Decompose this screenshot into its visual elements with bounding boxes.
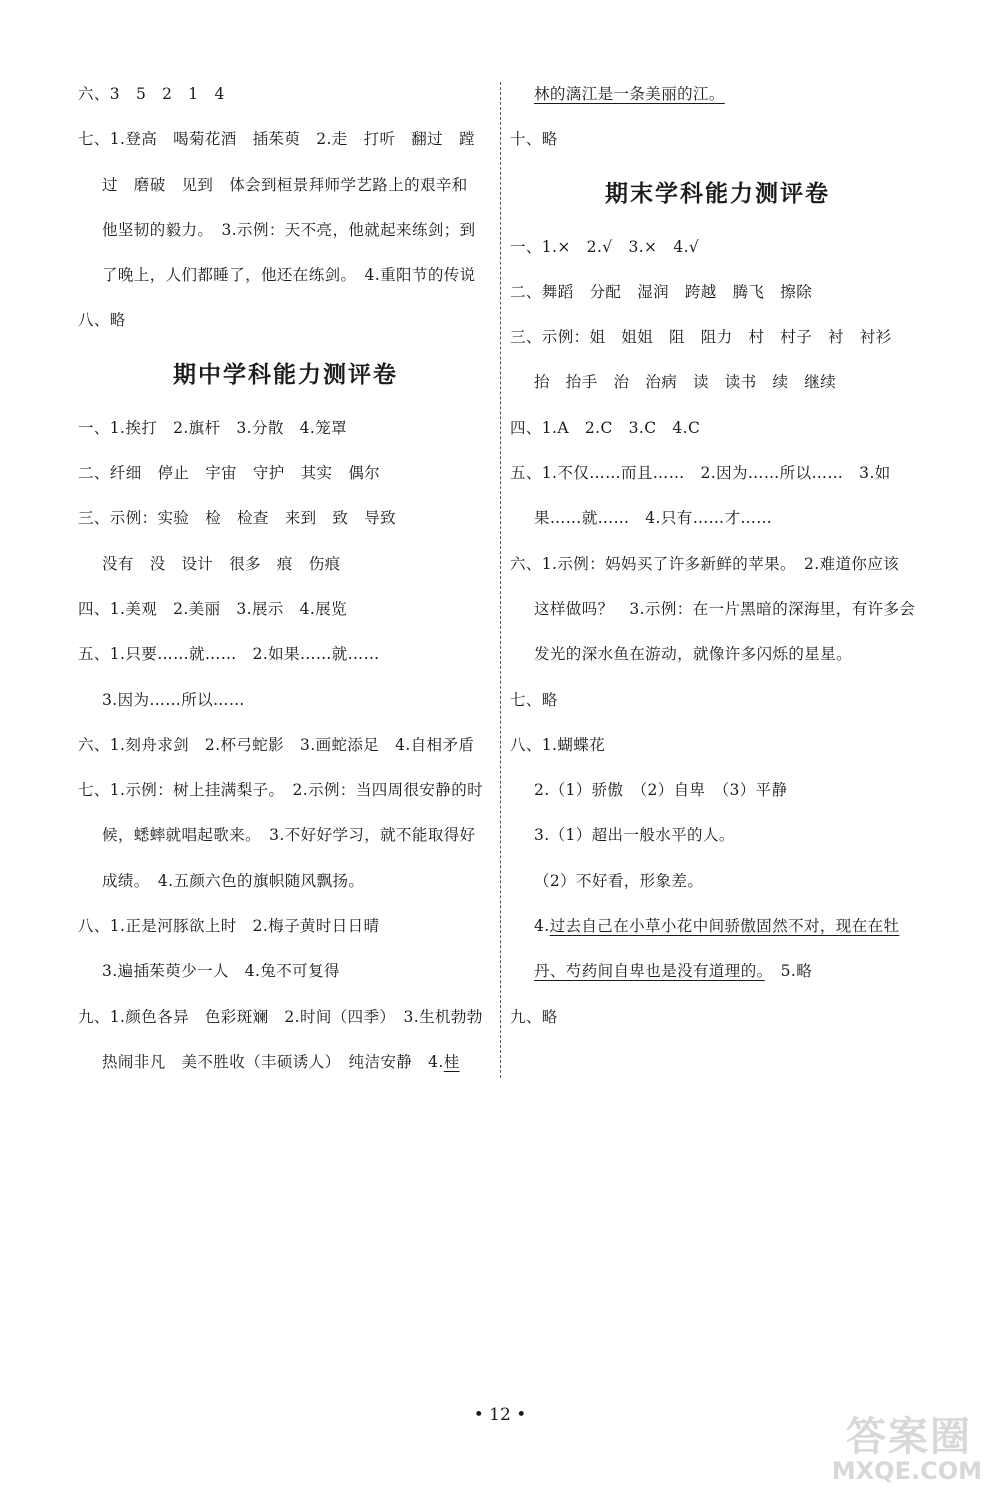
answer-text: 这样做吗？ 3.示例：在一片黑暗的深海里，有许多会	[534, 599, 916, 618]
answer-text: 抬 抬手 治 治病 读 读书 续 继续	[534, 373, 837, 392]
answer-text: 二、纤细 停止 宇宙 守护 其实 偶尔	[78, 464, 381, 483]
answer-text: 一、1.挨打 2.旗杆 3.分散 4.笼罩	[78, 418, 348, 437]
answer-text: 果……就…… 4.只有……才……	[534, 509, 773, 528]
answer-line	[510, 315, 925, 360]
answer-text: 了晚上，人们都睡了，他还在练剑。 4.重阳节的传说	[102, 266, 476, 285]
answer-text: 三、示例：姐 姐姐 阻 阻力 村 村子 衬 衬衫	[510, 328, 892, 347]
answer-line	[510, 117, 925, 162]
answer-line	[510, 360, 925, 405]
answer-text: 八、1.正是河豚欲上时 2.梅子黄时日日晴	[78, 917, 380, 936]
watermark-url: MXQE.COM	[831, 1457, 982, 1485]
answer-line	[78, 768, 493, 813]
answer-line	[78, 117, 493, 162]
watermark	[797, 1405, 982, 1485]
answer-text: 八、1.蝴蝶花	[510, 735, 606, 754]
answer-line	[78, 995, 493, 1040]
answer-line	[510, 587, 925, 632]
answer-text: 十、略	[510, 130, 558, 149]
answer-text: 四、1.A 2.C 3.C 4.C	[510, 418, 701, 437]
answer-line	[510, 270, 925, 315]
answer-line	[78, 723, 493, 768]
answer-text: 林的漓江是一条美丽的江。	[534, 85, 725, 103]
answer-text: 4.	[534, 917, 550, 936]
answer-line	[510, 813, 925, 858]
answer-line	[510, 768, 925, 813]
answer-line	[78, 298, 493, 343]
answer-line	[510, 904, 925, 949]
underlined-answer-text: 桂	[443, 1052, 460, 1071]
answer-text: 一、1.× 2.√ 3.× 4.√	[510, 237, 700, 256]
underlined-answer-text: 过去自己在小草小花中间骄傲固然不对，现在在牡	[549, 917, 900, 936]
answer-text: 他坚韧的毅力。 3.示例：天不亮，他就起来练剑；到	[102, 220, 476, 239]
answer-text: 热闹非凡 美不胜收（丰硕诱人） 纯洁安静 4.	[102, 1052, 444, 1071]
answer-text: 七、1.示例：树上挂满梨子。 2.示例：当四周很安静的时	[78, 781, 484, 800]
answer-text: 发光的深水鱼在游动，就像许多闪烁的星星。	[534, 645, 853, 664]
answer-text: 七、1.登高 喝菊花酒 插茱萸 2.走 打听 翻过 蹚	[78, 130, 475, 149]
section-heading: 期中学科能力测评卷	[173, 361, 398, 388]
answer-text: 五、1.只要……就…… 2.如果……就……	[78, 645, 380, 664]
answer-line	[510, 225, 925, 270]
answer-line	[510, 859, 925, 904]
answer-text: 二、舞蹈 分配 湿润 跨越 腾飞 擦除	[510, 282, 813, 301]
answer-line	[78, 208, 493, 253]
answer-line	[78, 587, 493, 632]
right-column	[510, 72, 925, 1040]
answer-line	[510, 451, 925, 496]
answer-text-suffix: 5.略	[764, 962, 813, 981]
answer-text: 五、1.不仅……而且…… 2.因为……所以…… 3.如	[510, 464, 891, 483]
answer-text: 过 磨破 见到 体会到桓景拜师学艺路上的艰辛和	[102, 175, 468, 194]
answer-text: 3.因为……所以……	[102, 690, 245, 709]
answer-text: 六、1.示例：妈妈买了许多新鲜的苹果。 2.难道你应该	[510, 554, 900, 573]
answer-line	[510, 406, 925, 451]
answer-text: 九、1.颜色各异 色彩斑斓 2.时间（四季） 3.生机勃勃	[78, 1007, 483, 1026]
answer-line	[510, 496, 925, 541]
left-column	[78, 72, 493, 1085]
section-heading: 期末学科能力测评卷	[605, 180, 830, 207]
answer-text: 候，蟋蟀就唱起歌来。 3.不好好学习，就不能取得好	[102, 826, 476, 845]
answer-line	[78, 904, 493, 949]
answer-line	[78, 163, 493, 208]
answer-text: 九、略	[510, 1007, 558, 1026]
answer-text: 六、1.刻舟求剑 2.杯弓蛇影 3.画蛇添足 4.自相矛盾	[78, 735, 475, 754]
answer-text: 七、略	[510, 690, 558, 709]
answer-line	[78, 72, 493, 117]
answer-line	[78, 949, 493, 994]
answer-line	[78, 678, 493, 723]
answer-text: 八、略	[78, 311, 126, 330]
answer-line	[510, 542, 925, 587]
answer-text: 3.（1）超出一般水平的人。	[534, 826, 735, 845]
answer-line	[78, 451, 493, 496]
answer-line	[78, 542, 493, 587]
answer-text: 四、1.美观 2.美丽 3.展示 4.展览	[78, 599, 348, 618]
answer-text: 没有 没 设计 很多 痕 伤痕	[102, 554, 341, 573]
answer-line	[510, 949, 925, 994]
answer-line	[78, 813, 493, 858]
answer-line	[78, 1040, 493, 1085]
watermark-logo: 答案圈	[846, 1414, 972, 1460]
answer-line	[78, 253, 493, 298]
answer-text: 2.（1）骄傲 （2）自卑 （3）平静	[534, 781, 788, 800]
answer-line	[78, 406, 493, 451]
answer-line	[78, 496, 493, 541]
column-divider	[500, 82, 501, 1078]
answer-line	[510, 632, 925, 677]
answer-text: （2）不好看，形象差。	[534, 871, 704, 890]
answer-line	[510, 678, 925, 723]
answer-text: 三、示例：实验 检 检查 来到 致 导致	[78, 509, 397, 528]
answer-line	[510, 72, 925, 117]
answer-line	[78, 859, 493, 904]
answer-line	[510, 995, 925, 1040]
answer-text: 六、3 5 2 1 4	[78, 85, 225, 103]
page-number: • 12 •	[473, 1405, 527, 1425]
answer-text: 丹、芍药间自卑也是没有道理的。	[534, 962, 765, 981]
answer-line	[510, 723, 925, 768]
answer-line	[78, 632, 493, 677]
answer-text: 3.遍插茱萸少一人 4.兔不可复得	[102, 962, 340, 981]
answer-text: 成绩。 4.五颜六色的旗帜随风飘扬。	[102, 871, 365, 890]
